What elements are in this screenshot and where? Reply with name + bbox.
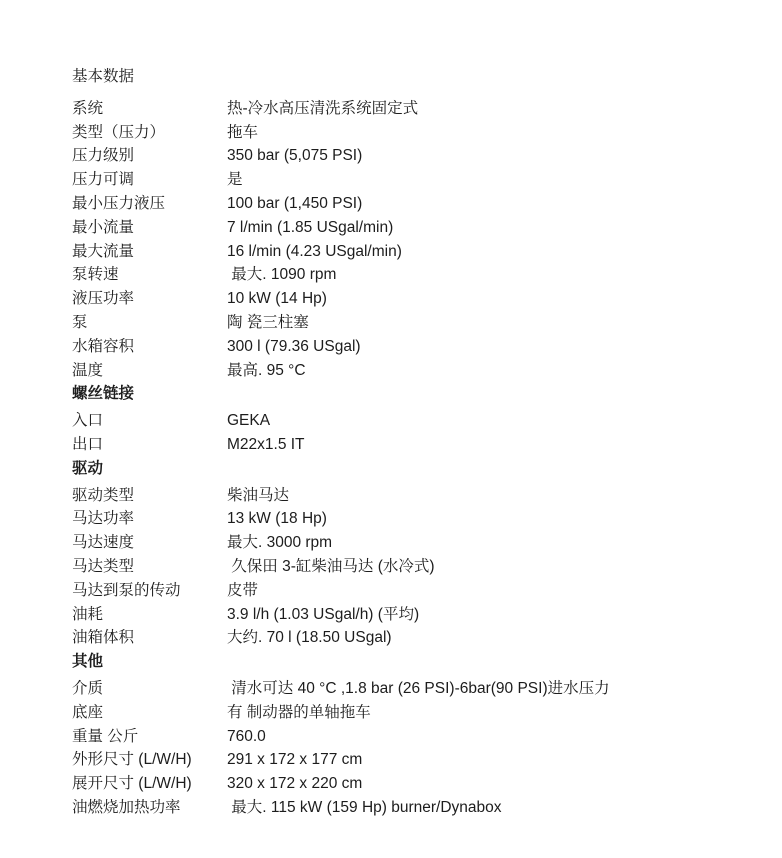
section-title-basic-data: 基本数据 <box>72 68 135 85</box>
spec-row-medium <box>72 677 752 701</box>
spec-row-motor-type <box>72 555 752 579</box>
spec-label: 马达到泵的传动 <box>72 581 181 599</box>
spec-label: 外形尺寸 (L/W/H) <box>72 751 192 769</box>
spec-label: 介质 <box>72 679 104 697</box>
spec-value: 最高. 95 °C <box>227 361 306 379</box>
spec-row-inlet <box>72 409 752 433</box>
spec-label: 油燃烧加热功率 <box>72 798 181 816</box>
spec-label: 驱动类型 <box>72 486 135 504</box>
spec-value: 320 x 172 x 220 cm <box>227 775 363 793</box>
spec-value: 皮带 <box>227 581 259 599</box>
section-screw-connections <box>72 382 752 456</box>
spec-row-min-flow <box>72 216 752 240</box>
spec-row-motor-power <box>72 507 752 531</box>
spec-row-tank-volume <box>72 335 752 359</box>
spec-value: 3.9 l/h (1.03 USgal/h) (平均) <box>227 605 420 623</box>
spec-row-fuel-consumption <box>72 603 752 627</box>
spec-value: M22x1.5 IT <box>227 435 305 453</box>
spec-row-min-pressure <box>72 192 752 216</box>
spec-row-max-flow <box>72 240 752 264</box>
spec-value: 最大. 115 kW (159 Hp) burner/Dynabox <box>227 798 502 816</box>
spec-value: 100 bar (1,450 PSI) <box>227 194 363 212</box>
spec-value: 760.0 <box>227 727 266 745</box>
spec-row-pump <box>72 311 752 335</box>
spec-row-pressure-class <box>72 144 752 168</box>
spec-label: 压力可调 <box>72 171 135 189</box>
spec-label: 液压功率 <box>72 290 135 308</box>
spec-label: 压力级别 <box>72 147 135 165</box>
spec-value: 300 l (79.36 USgal) <box>227 337 361 355</box>
spec-value: 13 kW (18 Hp) <box>227 510 327 528</box>
spec-row-temperature <box>72 359 752 383</box>
spec-value: 柴油马达 <box>227 486 290 504</box>
section-title-other: 其他 <box>72 653 104 671</box>
spec-label: 温度 <box>72 361 104 379</box>
spec-label: 重量 公斤 <box>72 727 139 745</box>
spec-row-type-pressure <box>72 121 752 145</box>
spec-label: 油耗 <box>72 605 104 623</box>
spec-row-system <box>72 97 752 121</box>
spec-label: 水箱容积 <box>72 337 135 355</box>
spec-row-oil-burner-heating-power <box>72 796 752 820</box>
spec-label: 马达速度 <box>72 534 135 552</box>
spec-value: 最大. 3000 rpm <box>227 534 333 552</box>
spec-label: 油箱体积 <box>72 629 135 647</box>
spec-row-outer-dimensions <box>72 748 752 772</box>
spec-label: 入口 <box>72 412 104 430</box>
section-other <box>72 650 752 820</box>
spec-label: 最小流量 <box>72 218 135 236</box>
spec-row-hydraulic-power <box>72 287 752 311</box>
spec-row-pump-speed <box>72 263 752 287</box>
spec-label: 底座 <box>72 703 104 721</box>
spec-row-pressure-adjustable <box>72 168 752 192</box>
spec-label: 泵 <box>72 313 88 331</box>
section-title-drive: 驱动 <box>72 459 104 477</box>
spec-value: 大约. 70 l (18.50 USgal) <box>227 629 392 647</box>
spec-label: 泵转速 <box>72 266 119 284</box>
spec-label: 马达功率 <box>72 510 135 528</box>
spec-value: 久保田 3-缸柴油马达 (水冷式) <box>227 557 435 575</box>
spec-value: 10 kW (14 Hp) <box>227 290 327 308</box>
spec-label: 出口 <box>72 435 104 453</box>
spec-value: 291 x 172 x 177 cm <box>227 751 363 769</box>
section-basic-data <box>72 65 752 382</box>
spec-value: 热-冷水高压清洗系统固定式 <box>227 99 419 117</box>
spec-row-weight-kg <box>72 725 752 749</box>
spec-row-chassis <box>72 701 752 725</box>
spec-label: 展开尺寸 (L/W/H) <box>72 775 192 793</box>
spec-value: 16 l/min (4.23 USgal/min) <box>227 242 402 260</box>
spec-row-fuel-tank-volume <box>72 626 752 650</box>
spec-row-outlet <box>72 433 752 457</box>
spec-row-drive-type <box>72 484 752 508</box>
spec-value: 清水可达 40 °C ,1.8 bar (26 PSI)-6bar(90 PSI)进水压力 <box>227 679 610 697</box>
spec-row-motor-speed <box>72 531 752 555</box>
spec-value: 是 <box>227 171 243 189</box>
spec-label: 马达类型 <box>72 557 135 575</box>
spec-row-motor-pump-transmission <box>72 579 752 603</box>
spec-value: 350 bar (5,075 PSI) <box>227 147 363 165</box>
spec-label: 系统 <box>72 99 104 117</box>
section-title-screw-connections: 螺丝链接 <box>72 385 135 403</box>
spec-row-unfolded-dimensions <box>72 772 752 796</box>
spec-value: 7 l/min (1.85 USgal/min) <box>227 218 394 236</box>
section-drive <box>72 457 752 650</box>
spec-value: 陶 瓷三柱塞 <box>227 313 309 331</box>
spec-label: 最小压力液压 <box>72 194 166 212</box>
spec-value: 拖车 <box>227 123 259 141</box>
spec-label: 类型（压力） <box>72 123 166 141</box>
spec-value: 最大. 1090 rpm <box>227 266 337 284</box>
spec-value: 有 制动器的单轴拖车 <box>227 703 371 721</box>
spec-label: 最大流量 <box>72 242 135 260</box>
spec-value: GEKA <box>227 412 271 430</box>
